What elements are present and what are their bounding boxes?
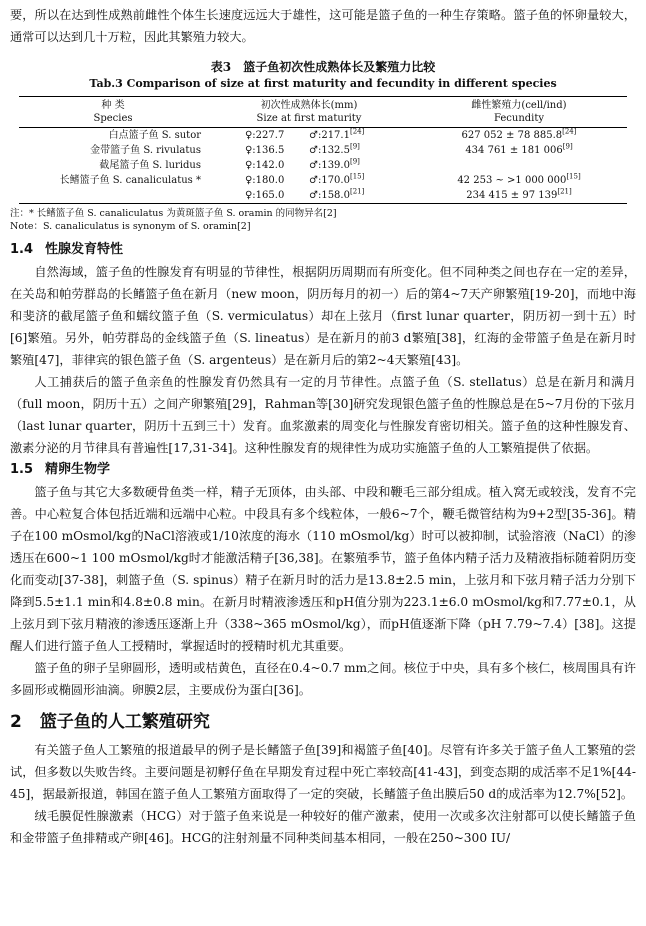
header-fec-en: Fecundity	[493, 113, 545, 124]
size-ref: [24]	[349, 127, 365, 136]
header-fecundity	[411, 97, 627, 128]
female-size: ♀:136.5	[245, 145, 285, 156]
row-size	[207, 158, 411, 173]
section-title: 篮子鱼的人工繁殖研究	[39, 712, 210, 732]
female-size: ♀:227.7	[245, 130, 285, 141]
paragraph: 有关篮子鱼人工繁殖的报道最早的例子是长鳍篮子鱼[39]和褐篮子鱼[40]。尽管有许多关于篮子鱼人工繁殖的尝试，但多数以失败告终。主要问题是初孵仔鱼在早期发育过程中死亡率较高[41-43]，到变态期的成活率不足1%[44-45]，据最新报道，韩国在篮子鱼人工繁殖方面取得了一定的突破，长鳍篮子鱼出膜后50 d的成活率为12.7%[52]。	[10, 743, 636, 801]
header-fec-cn: 雌性繁殖力(cell/ind)	[471, 100, 567, 111]
size-ref: [9]	[349, 157, 360, 166]
male-size: ♂:139.0	[309, 160, 350, 171]
table-title-cn	[10, 58, 636, 76]
section-heading-1-5	[10, 459, 636, 481]
header-species-cn: 种 类	[101, 100, 125, 111]
paper-page	[10, 4, 636, 849]
section-title: 精卵生物学	[45, 462, 111, 477]
section-title: 性腺发育特性	[45, 242, 124, 257]
row-fecundity	[411, 128, 627, 144]
table-title-text: 篮子鱼初次性成熟体长及繁殖力比较	[243, 60, 436, 74]
female-size: ♀:142.0	[245, 160, 285, 171]
table-note-cn: 注：* 长鳍篮子鱼 S. canaliculatus 为黄斑篮子鱼 S. oramin 的同物异名[2]	[10, 208, 337, 219]
size-ref: [21]	[349, 187, 365, 196]
fec-ref: [21]	[557, 187, 572, 196]
row-fecundity	[411, 188, 627, 204]
header-size-cn: 初次性成熟体长(mm)	[260, 100, 358, 111]
fec-ref: [24]	[562, 127, 577, 136]
table-row	[19, 188, 627, 204]
row-species: 金带篮子鱼 S. rivulatus	[90, 145, 201, 156]
fec-ref: [15]	[566, 172, 581, 181]
male-size: ♂:217.1	[309, 130, 350, 141]
paragraph: 篮子鱼的卵子呈卵圆形，透明或桔黄色，直径在0.4~0.7 mm之间。核位于中央，具有多个核仁，核周围具有许多圆形或椭圆形油滴。卵膜2层，主要成份为蛋白[36]。	[10, 661, 636, 697]
section-number: 2	[10, 712, 22, 732]
male-size: ♂:158.0	[309, 190, 350, 201]
table-title-en: Tab.3 Comparison of size at first maturity and fecundity in different species	[89, 77, 557, 90]
size-ref: [15]	[349, 172, 365, 181]
male-size: ♂:132.5	[309, 145, 350, 156]
fecundity-value: 434 761 ± 181 006	[465, 145, 563, 156]
fec-ref: [9]	[562, 142, 573, 151]
female-size: ♀:165.0	[245, 190, 285, 201]
size-ref: [9]	[349, 142, 360, 151]
male-size: ♂:170.0	[309, 175, 350, 186]
table-row	[19, 158, 627, 173]
fecundity-value: 234 415 ± 97 139	[466, 190, 558, 201]
row-species	[19, 188, 207, 204]
row-species: 白点篮子鱼 S. sutor	[108, 130, 201, 141]
fecundity-value: 627 052 ± 78 885.8	[461, 130, 563, 141]
row-fecundity	[411, 158, 627, 173]
paragraph: 人工捕获后的篮子鱼亲鱼的性腺发育仍然具有一定的月节律性。点篮子鱼（S. stellatus）总是在新月和满月（full moon，阴历十五）之间产卵繁殖[29]，Rahman等[30]研究发现银色篮子鱼的性腺总是在5~7月份的下弦月（last lunar quarter，阴历十五到三十）发育。血浆激素的周变化与性腺发育密切相关。篮子鱼的这种性腺发育、激素分泌的月节律具有普遍性[17,31-34]。这种性腺发育的规律性为成功实施篮子鱼的人工繁殖提供了依据。	[10, 375, 636, 455]
section-heading-1-4	[10, 239, 636, 261]
fecundity-value: 42 253 ~ >1 000 000	[457, 175, 567, 186]
table-row	[19, 143, 627, 158]
intro-paragraph: 要，所以在达到性成熟前雌性个体生长速度远远大于雄性，这可能是篮子鱼的一种生存策略。篮子鱼的怀卵量较大，通常可以达到几十万粒，因此其繁殖力较大。	[10, 8, 636, 44]
table-label: 表3	[210, 60, 232, 74]
row-size	[207, 143, 411, 158]
header-size	[207, 97, 411, 128]
row-fecundity	[411, 173, 627, 188]
header-species	[19, 97, 207, 128]
row-size	[207, 128, 411, 144]
table-note-en: Note：S. canaliculatus is synonym of S. oramin[2]	[10, 221, 251, 232]
row-size	[207, 173, 411, 188]
row-species: 截尾篮子鱼 S. luridus	[99, 160, 201, 171]
paragraph: 篮子鱼与其它大多数硬骨鱼类一样，精子无顶体，由头部、中段和鞭毛三部分组成。植入窝无或较浅，发育不完善。中心粒复合体包括近端和远端中心粒。中段具有多个线粒体，一般6~7个，鞭毛微管结构为9+2型[35-36]。精子在100 mOsmol/kg的NaCl溶液或1/10浓度的海水（110 mOsmol/kg）时可以被抑制，试验溶液（NaCl）的渗透压在600~1 100 mOsmol/kg时才能激活精子[36,38]。在繁殖季节，篮子鱼体内精子活力及精液指标随着阴历变化而变动[37-38]，刺篮子鱼（S. spinus）精子在新月时的活力是13.8±2.5 min，上弦月和下弦月精子活力分别下降到5.5±1.1 min和4.8±0.8 min。在新月时精液渗透压和pH值分别为223.1±6.0 mOsmol/kg和7.77±0.1，从上弦月到下弦月精液的渗透压逐渐上升（338~365 mOsmol/kg），而pH值逐渐下降（pH 7.79~7.4）[38]。这提醒人们进行篮子鱼人工授精时，掌握适时的授精时机尤其重要。	[10, 485, 636, 653]
row-species: 长鳍篮子鱼 S. canaliculatus *	[59, 175, 201, 186]
table-header-row	[19, 97, 627, 128]
fecundity-table	[19, 96, 627, 204]
table-row	[19, 173, 627, 188]
paragraph: 自然海域，篮子鱼的性腺发育有明显的节律性，根据阴历周期而有所变化。但不同种类之间也存在一定的差异，在关岛和帕劳群岛的长鳍篮子鱼在新月（new moon，阴历每月的初一）后的第4~7天产卵繁殖[19-20]，而地中海和斐济的截尾篮子鱼和蠕纹篮子鱼（S. vermiculatus）却在上弦月（first lunar quarter，阴历初一到十五）时[6]繁殖。另外，帕劳群岛的金线篮子鱼（S. lineatus）是在新月的前3 d繁殖[38]，红海的金带篮子鱼是在新月时繁殖[47]，菲律宾的银色篮子鱼（S. argenteus）是在新月后的第2~4天繁殖[43]。	[10, 265, 636, 367]
header-species-en: Species	[93, 113, 133, 124]
table-row	[19, 128, 627, 144]
female-size: ♀:180.0	[245, 175, 285, 186]
paragraph: 绒毛膜促性腺激素（HCG）对于篮子鱼来说是一种较好的催产激素，使用一次或多次注射都可以使长鳍篮子鱼和金带篮子鱼排精或产卵[46]。HCG的注射剂量不同种类间基本相同，一般在250~300 IU/	[10, 809, 636, 845]
section-number: 1.5	[10, 462, 34, 477]
header-size-en: Size at first maturity	[256, 113, 362, 124]
section-heading-2	[10, 707, 636, 737]
row-size	[207, 188, 411, 204]
section-number: 1.4	[10, 242, 34, 257]
row-fecundity	[411, 143, 627, 158]
